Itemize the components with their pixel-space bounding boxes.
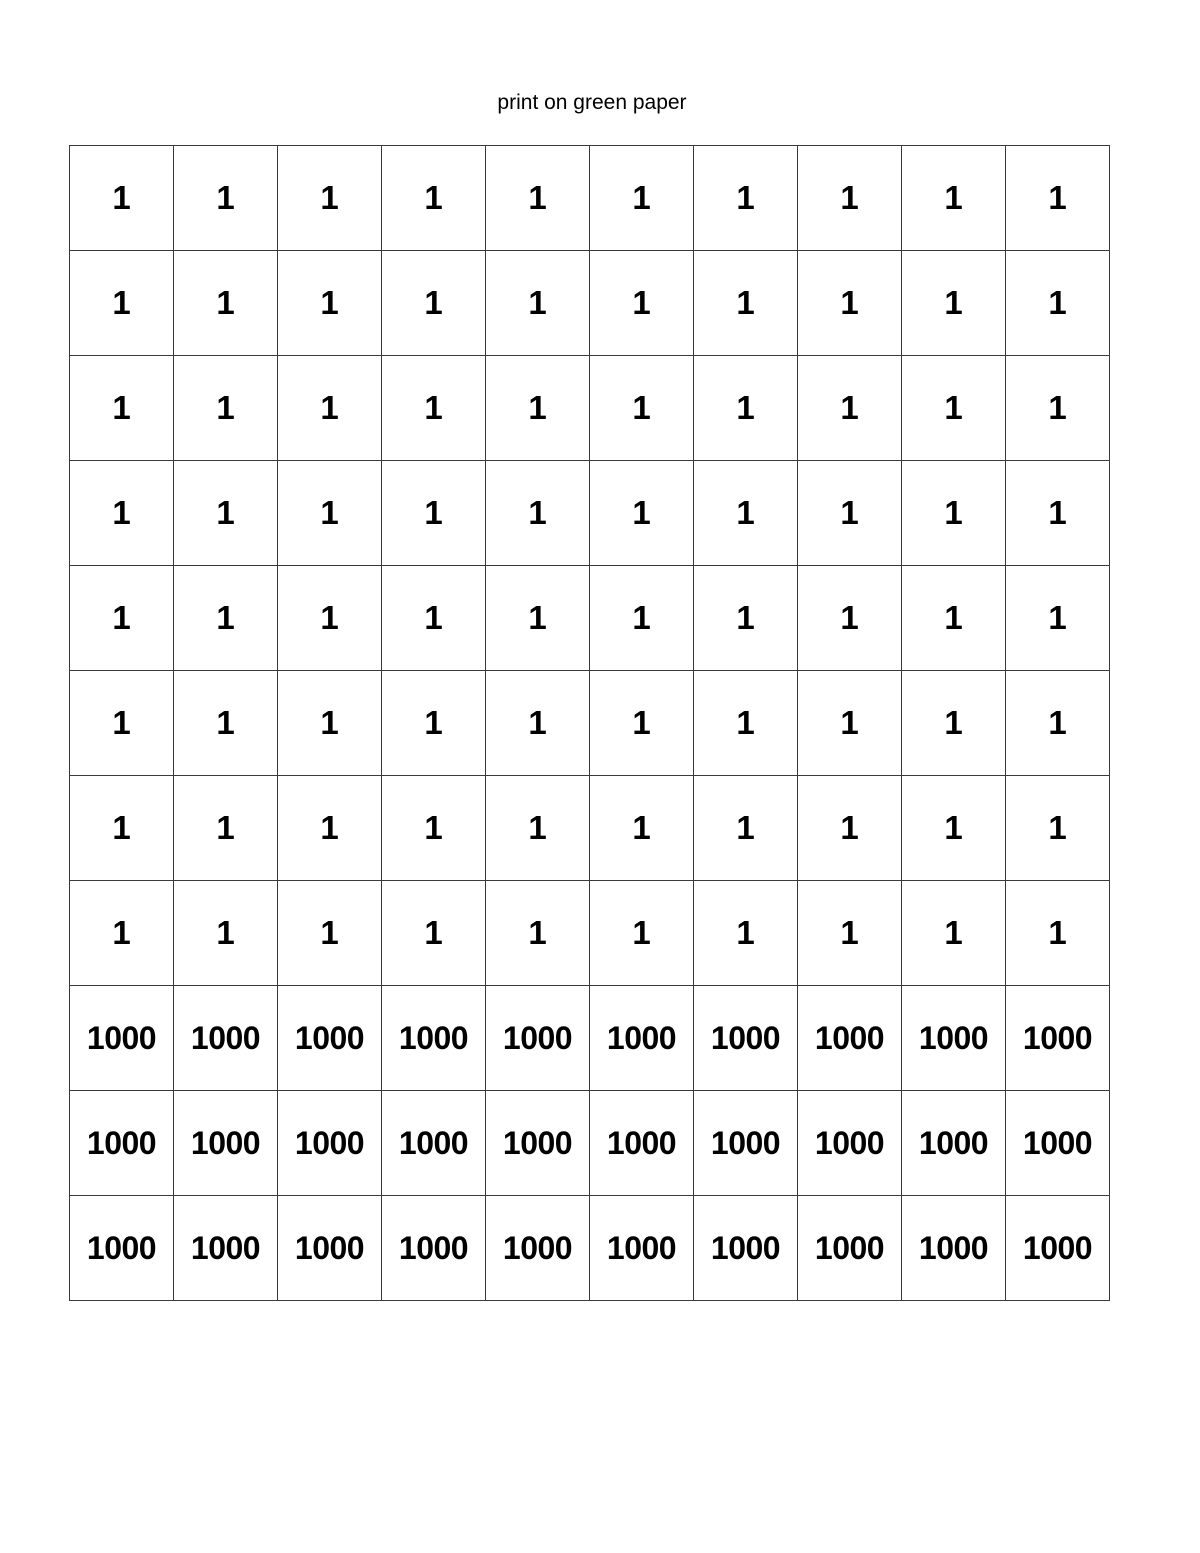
number-card-cell: 1 — [902, 776, 1006, 881]
number-card-cell: 1 — [174, 881, 278, 986]
number-card-cell: 1 — [1006, 671, 1110, 776]
number-card-cell: 1000 — [70, 1196, 174, 1301]
number-card-cell: 1 — [1006, 776, 1110, 881]
number-card-cell: 1000 — [902, 1091, 1006, 1196]
number-card-cell: 1 — [382, 146, 486, 251]
number-card-cell: 1000 — [798, 1196, 902, 1301]
grid-row — [70, 461, 1110, 566]
number-card-cell: 1 — [174, 356, 278, 461]
number-card-cell: 1 — [590, 251, 694, 356]
grid-row — [70, 356, 1110, 461]
number-card-cell: 1 — [902, 251, 1006, 356]
number-card-cell: 1 — [174, 146, 278, 251]
number-card-cell: 1 — [174, 776, 278, 881]
number-card-cell: 1000 — [902, 986, 1006, 1091]
number-card-cell: 1000 — [486, 1091, 590, 1196]
number-card-cell: 1000 — [486, 1196, 590, 1301]
number-card-cell: 1 — [798, 671, 902, 776]
number-card-cell: 1 — [382, 671, 486, 776]
print-instruction: print on green paper — [497, 91, 687, 114]
number-card-cell: 1 — [486, 251, 590, 356]
number-card-cell: 1 — [798, 356, 902, 461]
number-card-cell: 1000 — [694, 1196, 798, 1301]
number-card-cell: 1 — [902, 671, 1006, 776]
number-card-cell: 1 — [486, 776, 590, 881]
number-card-cell: 1 — [798, 146, 902, 251]
number-card-cell: 1000 — [278, 986, 382, 1091]
number-card-cell: 1 — [278, 356, 382, 461]
number-card-cell: 1 — [694, 251, 798, 356]
number-card-cell: 1 — [1006, 566, 1110, 671]
number-card-cell: 1 — [1006, 461, 1110, 566]
number-card-cell: 1000 — [798, 986, 902, 1091]
number-card-cell: 1 — [486, 566, 590, 671]
number-card-cell: 1 — [694, 671, 798, 776]
number-card-cell: 1 — [278, 146, 382, 251]
number-card-cell: 1 — [694, 461, 798, 566]
number-card-cell: 1 — [1006, 881, 1110, 986]
number-card-cell: 1000 — [174, 1196, 278, 1301]
number-card-cell: 1000 — [1006, 1196, 1110, 1301]
number-card-cell: 1 — [70, 146, 174, 251]
number-card-cell: 1 — [902, 146, 1006, 251]
number-card-cell: 1000 — [590, 1091, 694, 1196]
number-card-cell: 1000 — [694, 1091, 798, 1196]
number-card-cell: 1 — [174, 671, 278, 776]
number-card-cell: 1 — [902, 566, 1006, 671]
number-card-cell: 1000 — [382, 1091, 486, 1196]
number-card-cell: 1000 — [694, 986, 798, 1091]
number-card-cell: 1 — [382, 566, 486, 671]
number-card-cell: 1 — [590, 356, 694, 461]
number-card-grid — [69, 145, 1110, 1301]
number-card-cell: 1 — [278, 251, 382, 356]
number-card-cell: 1000 — [278, 1091, 382, 1196]
number-card-cell: 1000 — [590, 1196, 694, 1301]
number-card-cell: 1 — [278, 461, 382, 566]
number-card-cell: 1 — [486, 356, 590, 461]
number-card-cell: 1 — [70, 251, 174, 356]
number-card-cell: 1 — [70, 671, 174, 776]
grid-row — [70, 986, 1110, 1091]
number-card-cell: 1 — [902, 461, 1006, 566]
number-card-cell: 1000 — [1006, 986, 1110, 1091]
number-card-cell: 1000 — [70, 986, 174, 1091]
number-card-cell: 1 — [798, 566, 902, 671]
number-card-cell: 1000 — [382, 1196, 486, 1301]
number-card-cell: 1000 — [174, 986, 278, 1091]
number-card-cell: 1 — [590, 881, 694, 986]
number-card-cell: 1 — [590, 566, 694, 671]
number-card-cell: 1000 — [174, 1091, 278, 1196]
grid-row — [70, 1091, 1110, 1196]
number-card-cell: 1 — [70, 356, 174, 461]
number-card-cell: 1 — [486, 461, 590, 566]
number-card-cell: 1 — [174, 566, 278, 671]
number-card-cell: 1 — [694, 566, 798, 671]
number-card-cell: 1 — [798, 776, 902, 881]
number-card-cell: 1 — [278, 566, 382, 671]
number-card-cell: 1 — [486, 146, 590, 251]
grid-row — [70, 776, 1110, 881]
number-card-cell: 1 — [694, 356, 798, 461]
number-card-cell: 1 — [1006, 251, 1110, 356]
number-card-cell: 1 — [590, 461, 694, 566]
number-card-cell: 1 — [278, 776, 382, 881]
number-card-cell: 1 — [70, 881, 174, 986]
grid-row — [70, 566, 1110, 671]
number-card-cell: 1 — [278, 671, 382, 776]
number-card-cell: 1 — [1006, 146, 1110, 251]
number-card-cell: 1000 — [590, 986, 694, 1091]
grid-body — [70, 146, 1110, 1301]
number-card-cell: 1 — [486, 881, 590, 986]
number-card-cell: 1 — [694, 881, 798, 986]
number-card-cell: 1 — [1006, 356, 1110, 461]
number-card-cell: 1 — [70, 776, 174, 881]
grid-row — [70, 881, 1110, 986]
number-card-cell: 1 — [590, 146, 694, 251]
number-card-cell: 1 — [174, 461, 278, 566]
number-card-cell: 1000 — [798, 1091, 902, 1196]
number-card-cell: 1 — [902, 881, 1006, 986]
number-card-cell: 1 — [590, 671, 694, 776]
grid-row — [70, 671, 1110, 776]
number-card-cell: 1 — [798, 251, 902, 356]
number-card-cell: 1000 — [278, 1196, 382, 1301]
number-card-cell: 1000 — [70, 1091, 174, 1196]
number-card-cell: 1 — [798, 461, 902, 566]
number-card-cell: 1 — [382, 776, 486, 881]
number-card-cell: 1 — [486, 671, 590, 776]
grid-row — [70, 146, 1110, 251]
number-card-cell: 1 — [694, 776, 798, 881]
number-card-cell: 1 — [902, 356, 1006, 461]
number-card-cell: 1 — [590, 776, 694, 881]
number-card-cell: 1000 — [902, 1196, 1006, 1301]
number-card-cell: 1 — [694, 146, 798, 251]
grid-row — [70, 1196, 1110, 1301]
number-card-cell: 1 — [382, 881, 486, 986]
number-card-cell: 1000 — [382, 986, 486, 1091]
number-card-cell: 1 — [70, 566, 174, 671]
number-card-cell: 1 — [798, 881, 902, 986]
number-card-cell: 1 — [382, 356, 486, 461]
number-card-cell: 1 — [174, 251, 278, 356]
number-card-cell: 1 — [382, 461, 486, 566]
number-card-cell: 1000 — [1006, 1091, 1110, 1196]
number-card-cell: 1000 — [486, 986, 590, 1091]
number-card-cell: 1 — [70, 461, 174, 566]
number-card-cell: 1 — [382, 251, 486, 356]
grid-row — [70, 251, 1110, 356]
number-card-cell: 1 — [278, 881, 382, 986]
